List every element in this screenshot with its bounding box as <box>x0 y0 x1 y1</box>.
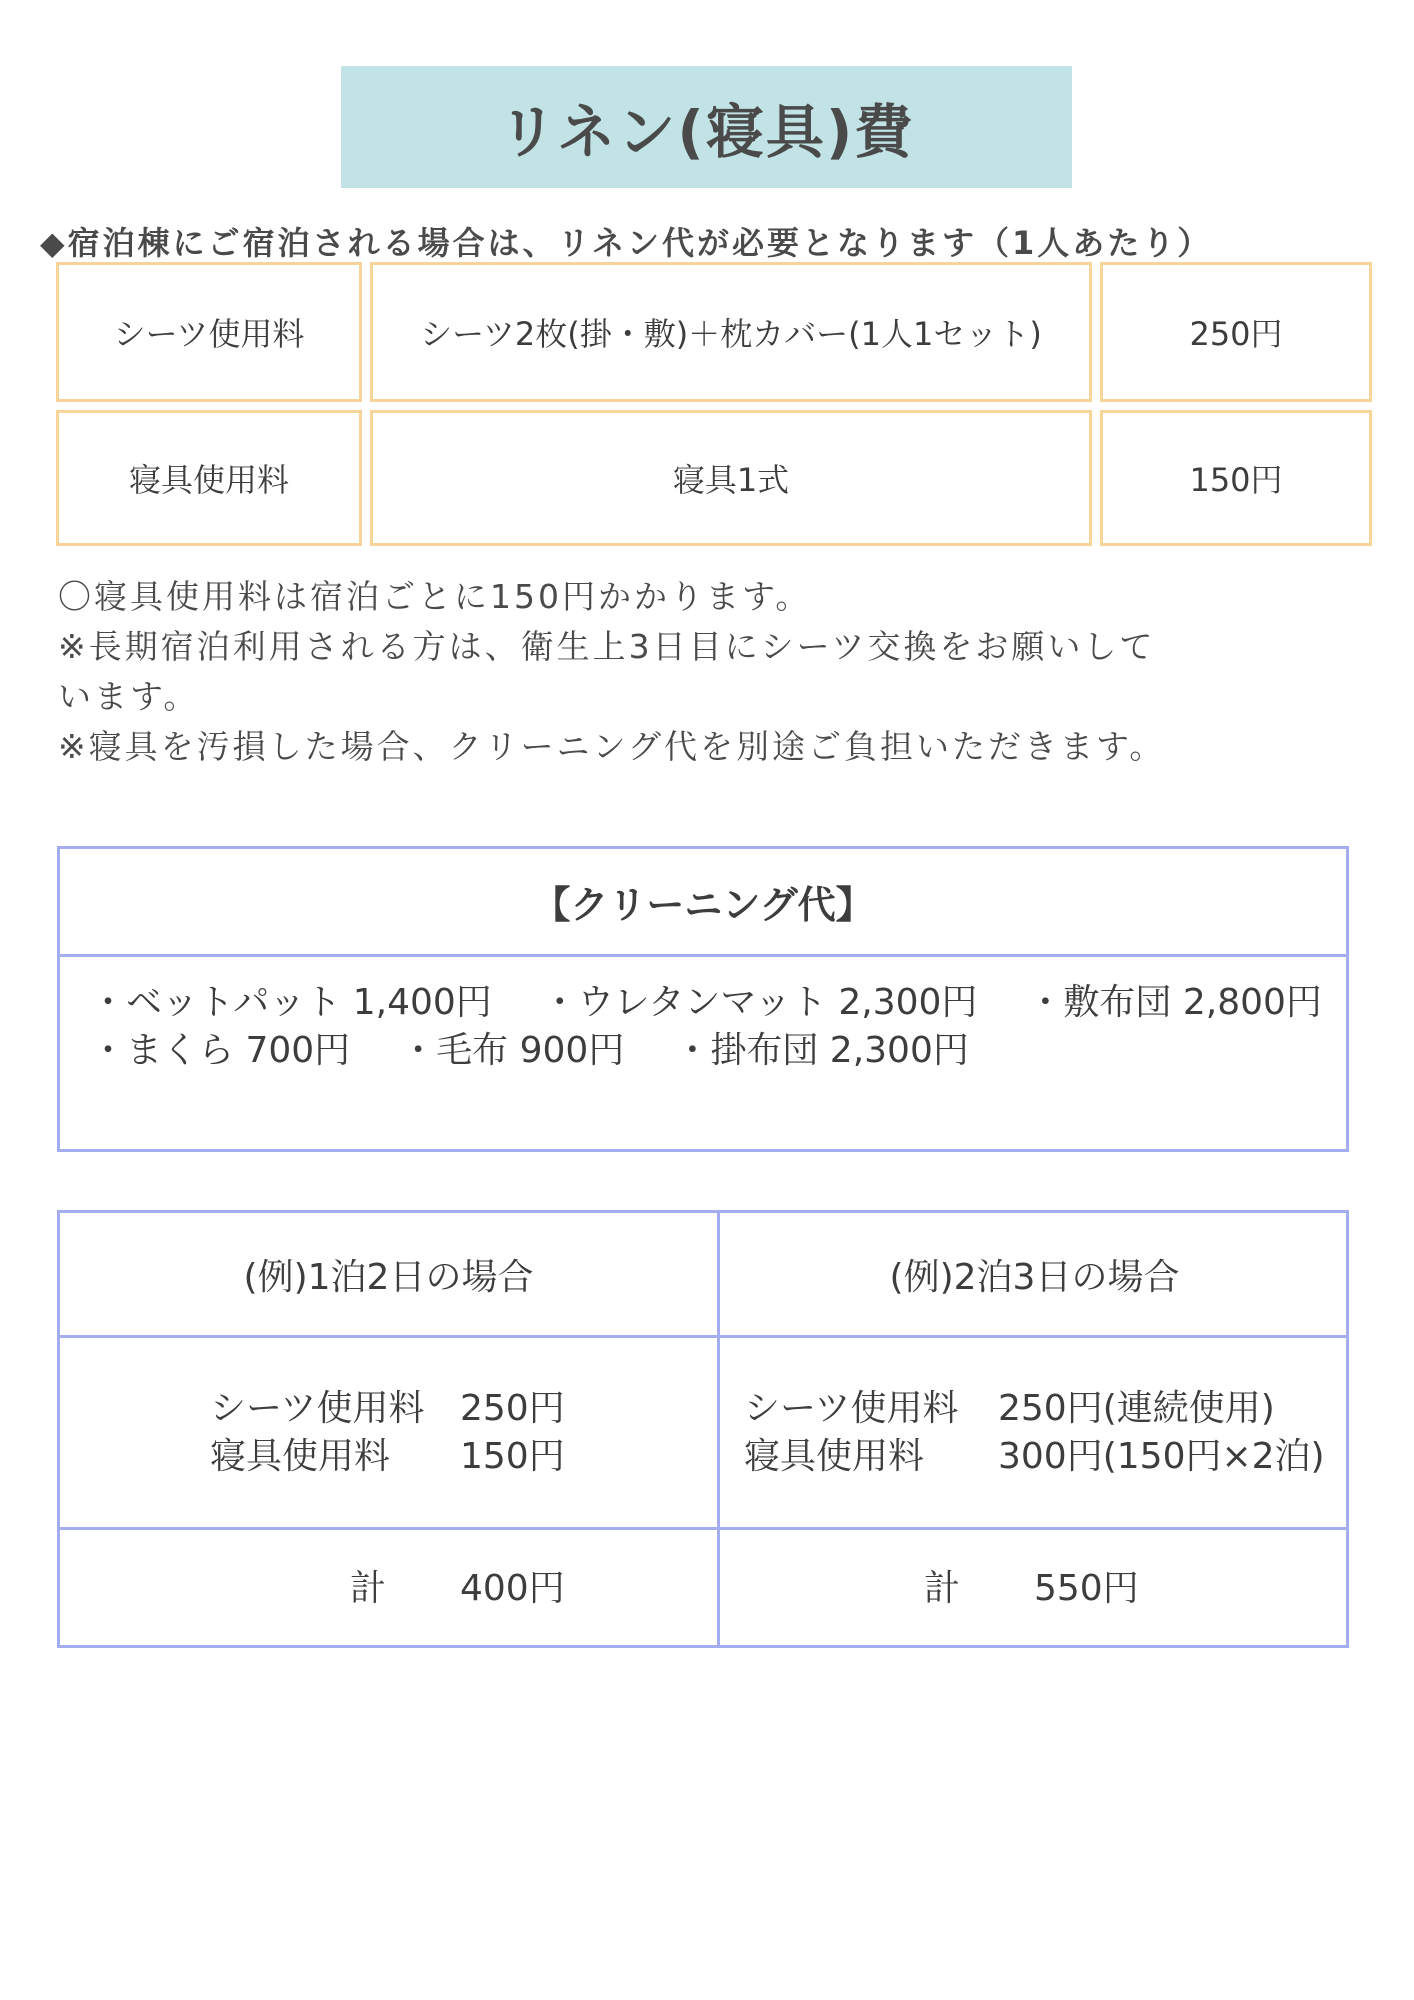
cleaning-cost-title: 【クリーニング代】 <box>60 849 1346 957</box>
example-1-line <box>210 1433 710 1481</box>
line-amount: 250円(連続使用) <box>998 1387 1275 1429</box>
line-amount: 150円 <box>460 1435 565 1477</box>
fee-description-sheets: シーツ2枚(掛・敷)＋枕カバー(1人1セット) <box>370 262 1092 402</box>
cleaning-item: ・ウレタンマット 2,300円 <box>541 982 978 1023</box>
cleaning-cost-box <box>57 846 1349 1152</box>
line-label: シーツ使用料 <box>744 1387 959 1429</box>
line-amount: 250円 <box>460 1387 565 1429</box>
example-2-breakdown <box>744 1338 1344 1527</box>
notes-block <box>58 572 1358 772</box>
example-2-line <box>744 1433 1344 1481</box>
example-2-heading: (例)2泊3日の場合 <box>889 1256 1180 1298</box>
fee-price-sheets: 250円 <box>1100 262 1372 402</box>
total-label: 計 <box>350 1568 387 1609</box>
example-2-line <box>744 1385 1344 1433</box>
line-amount: 300円(150円×2泊) <box>998 1435 1325 1477</box>
note-line: ※長期宿泊利用される方は、衛生上3日目にシーツ交換をお願いして <box>58 627 1156 666</box>
note-line: います。 <box>58 677 200 716</box>
cleaning-item: ・まくら 700円 <box>90 1030 351 1071</box>
fee-description-bedding: 寝具1式 <box>370 410 1092 546</box>
total-amount: 550円 <box>1034 1568 1139 1609</box>
fee-name-bedding: 寝具使用料 <box>56 410 362 546</box>
line-label: 寝具使用料 <box>210 1435 391 1477</box>
cleaning-item: ・掛布団 2,300円 <box>674 1030 969 1071</box>
example-1-total <box>350 1530 710 1648</box>
total-amount: 400円 <box>460 1568 565 1609</box>
note-line: 〇寝具使用料は宿泊ごとに150円かかります。 <box>58 577 812 616</box>
total-line <box>350 1565 710 1613</box>
fee-price-bedding: 150円 <box>1100 410 1372 546</box>
example-1-heading: (例)1泊2日の場合 <box>243 1256 534 1298</box>
cleaning-cost-list <box>60 957 1346 1075</box>
example-1-breakdown <box>210 1338 710 1527</box>
cleaning-row <box>90 1027 1346 1075</box>
cleaning-item: ・敷布団 2,800円 <box>1027 982 1322 1023</box>
total-label: 計 <box>924 1568 961 1609</box>
line-label: 寝具使用料 <box>744 1435 925 1477</box>
line-label: シーツ使用料 <box>210 1387 425 1429</box>
total-line <box>924 1565 1324 1613</box>
cleaning-item: ・毛布 900円 <box>400 1030 625 1071</box>
cleaning-item: ・ベットパット 1,400円 <box>90 982 492 1023</box>
fee-name-sheets: シーツ使用料 <box>56 262 362 402</box>
example-table <box>57 1210 1349 1648</box>
note-line: ※寝具を汚損した場合、クリーニング代を別途ご負担いただきます。 <box>58 727 1166 766</box>
linen-notice: ◆宿泊棟にご宿泊される場合は、リネン代が必要となります（1人あたり） <box>40 224 1213 262</box>
example-1-line <box>210 1385 710 1433</box>
page-title: リネン(寝具)費 <box>498 98 915 166</box>
cleaning-row <box>90 979 1346 1027</box>
title-banner <box>341 66 1072 188</box>
example-2-total <box>924 1530 1324 1648</box>
